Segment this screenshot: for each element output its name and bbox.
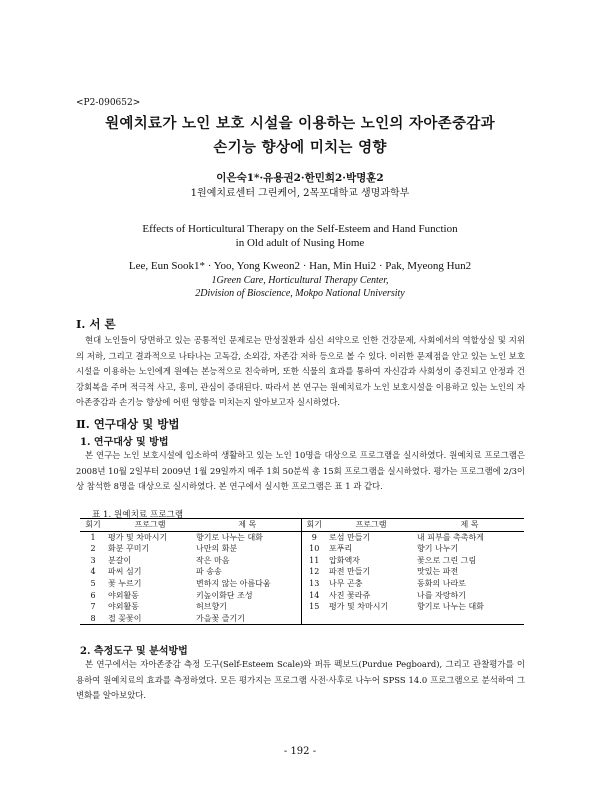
subsection2-heading: 2. 측정도구 및 분석방법 <box>80 646 188 657</box>
cell-session: 6 <box>90 590 96 600</box>
cell-subject: 파 송송 <box>194 566 301 578</box>
cell-session: 11 <box>309 555 320 565</box>
cell-session: 13 <box>309 578 320 588</box>
subsection1-text: 본 연구는 노인 보호시설에 입소하여 생활하고 있는 노인 10명을 대상으로 프로그램을 실시하였다. 원예치료 프로그램은 2008년 10월 2일부터 2009년 1월 29일까지 매주 1회 50분씩 총 15회 프로그램을 실시하였다. 평가는 프로그램에 2/3이상 참석한 8명을 대상으로 실시하였다. 본 연구에서 실시한 프로그램은 표 1 과 같다. <box>76 450 525 491</box>
cell-subject <box>415 613 524 625</box>
cell-program: 사진 꽃라쥬 <box>329 590 371 600</box>
cell-program: 꽃 누르기 <box>108 578 142 588</box>
header-session-right: 회기 <box>301 519 327 532</box>
table-row <box>80 613 524 625</box>
cell-session: 5 <box>90 578 96 588</box>
header-program-left: 프로그램 <box>106 519 194 532</box>
cell-session: 10 <box>309 544 320 554</box>
cell-session: 12 <box>309 567 320 577</box>
cell-subject: 향기로 나누는 대화 <box>417 602 484 612</box>
page-number: - 192 - <box>283 746 317 757</box>
cell-subject: 나를 자랑하기 <box>417 590 466 600</box>
cell-program: 나무 곤충 <box>329 578 363 588</box>
cell-program: 파전 만들기 <box>329 567 371 577</box>
english-title-line2: in Old adult of Nusing Home <box>235 237 365 249</box>
cell-subject: 향기로 나누는 대화 <box>194 531 301 543</box>
cell-session: 15 <box>309 602 320 612</box>
cell-program: 야외활동 <box>108 602 139 612</box>
korean-affiliation: 1원예치료센터 그린케어, 2목포대학교 생명과학부 <box>190 188 410 199</box>
cell-subject: 작은 마음 <box>194 555 301 567</box>
cell-subject: 변하지 않는 아름다움 <box>194 578 301 590</box>
cell-subject: 동화의 나라로 <box>417 578 466 588</box>
korean-title-line2: 손기능 향상에 미치는 영향 <box>213 139 387 156</box>
cell-program: 파씨 심기 <box>108 567 142 577</box>
cell-program: 분갈이 <box>108 555 132 565</box>
cell-subject: 나만의 화분 <box>194 543 301 555</box>
cell-program: 포푸리 <box>329 544 353 554</box>
cell-session: 8 <box>80 613 106 625</box>
cell-session: 1 <box>90 532 96 542</box>
cell-program: 평가 및 차마시기 <box>108 532 168 542</box>
cell-session: 14 <box>309 590 320 600</box>
cell-program: 로섬 만들기 <box>329 532 371 542</box>
header-subject-left: 제 목 <box>194 519 301 532</box>
table-row <box>80 590 524 602</box>
english-affiliation-1: 1Green Care, Horticultural Therapy Center, <box>211 275 389 286</box>
table-row <box>80 566 524 578</box>
subsection2-text: 본 연구에서는 자아존중감 측정 도구(Self-Esteem Scale)와 퍼듀 펙보드(Purdue Pegboard), 그리고 관찰평가를 이용하여 원예치료의 효과를 측정하였다. 모든 평가지는 프로그램 사전·사후로 나누어 SPSS 14.0 프로그램으로 분석하여 그 변화를 알아보았다. <box>76 659 525 700</box>
section1-text: 현대 노인들이 당면하고 있는 공통적인 문제로는 만성질환과 심신 쇠약으로 인한 건강문제, 사회에서의 역할상실 및 지위의 저하, 그리고 결과적으로 나타나는 고독감, 소외감, 자존감 저하 등으로 볼 수 있다. 이러한 문제점을 안고 있는 노인 보호시설을 이용하는 노인에게 원예는 본능적으로 친숙하며, 또한 식물의 효과를 통하여 자신감과 사회성이 증진되고 안정과 건강회복을 주며 적극적 사고, 흥미, 관심이 증대된다. 따라서 본 연구는 원예치료가 노인 보호시설을 이용하고 있는 노인의 자아존중감과 손기능 향상에 어떤 영향을 미치는지 알아보고자 실시하였다. <box>76 335 525 407</box>
english-title <box>0 222 600 250</box>
header-session-left: 회기 <box>80 519 106 532</box>
cell-subject: 키높이화단 조성 <box>194 590 301 602</box>
section2-heading: Ⅱ. 연구대상 및 방법 <box>76 417 180 431</box>
cell-session: 9 <box>311 532 317 542</box>
english-authors: Lee, Eun Sook1* · Yoo, Yong Kweon2 · Han, Min Hui2 · Pak, Myeong Hun2 <box>128 260 472 272</box>
section1-heading: Ⅰ. 서 론 <box>76 317 116 331</box>
header-program-right: 프로그램 <box>327 519 415 532</box>
cell-subject: 내 피부를 촉촉하게 <box>417 532 484 542</box>
program-table <box>80 518 524 625</box>
table-row <box>80 601 524 613</box>
english-affiliation-2: 2Division of Bioscience, Mokpo National University <box>195 288 405 299</box>
paper-code: <P2-090652> <box>76 98 141 108</box>
cell-subject: 맛있는 파전 <box>417 567 459 577</box>
cell-session: 2 <box>90 544 96 554</box>
korean-authors: 이은숙1*·유용권2·한민희2·박명훈2 <box>216 172 384 184</box>
table-row <box>80 555 524 567</box>
cell-program: 평가 및 차마시기 <box>329 602 389 612</box>
cell-program: 화분 꾸미기 <box>108 544 150 554</box>
cell-session <box>301 613 327 625</box>
korean-title-line1: 원예치료가 노인 보호 시설을 이용하는 노인의 자아존중감과 <box>105 115 495 132</box>
cell-subject: 허브향기 <box>194 601 301 613</box>
cell-subject: 향기 나누기 <box>417 544 459 554</box>
table-header-row <box>80 519 524 532</box>
cell-session: 3 <box>90 555 96 565</box>
table-row <box>80 578 524 590</box>
cell-session: 7 <box>90 602 96 612</box>
cell-program: 야외활동 <box>108 590 139 600</box>
cell-subject: 꽃으로 그린 그림 <box>417 555 477 565</box>
table-row <box>80 543 524 555</box>
cell-program: 접 꽂꽃이 <box>106 613 194 625</box>
subsection1-heading: 1. 연구대상 및 방법 <box>80 437 169 448</box>
table-row <box>80 531 524 543</box>
header-subject-right: 제 목 <box>415 519 524 532</box>
english-title-line1: Effects of Horticultural Therapy on the Self-Esteem and Hand Function <box>142 223 458 235</box>
cell-program <box>327 613 415 625</box>
table-caption: 표 1. 원예치료 프로그램 <box>92 510 184 520</box>
cell-session: 4 <box>90 567 96 577</box>
cell-program: 압화액자 <box>329 555 360 565</box>
cell-subject: 가을꽃 즐기기 <box>194 613 301 625</box>
